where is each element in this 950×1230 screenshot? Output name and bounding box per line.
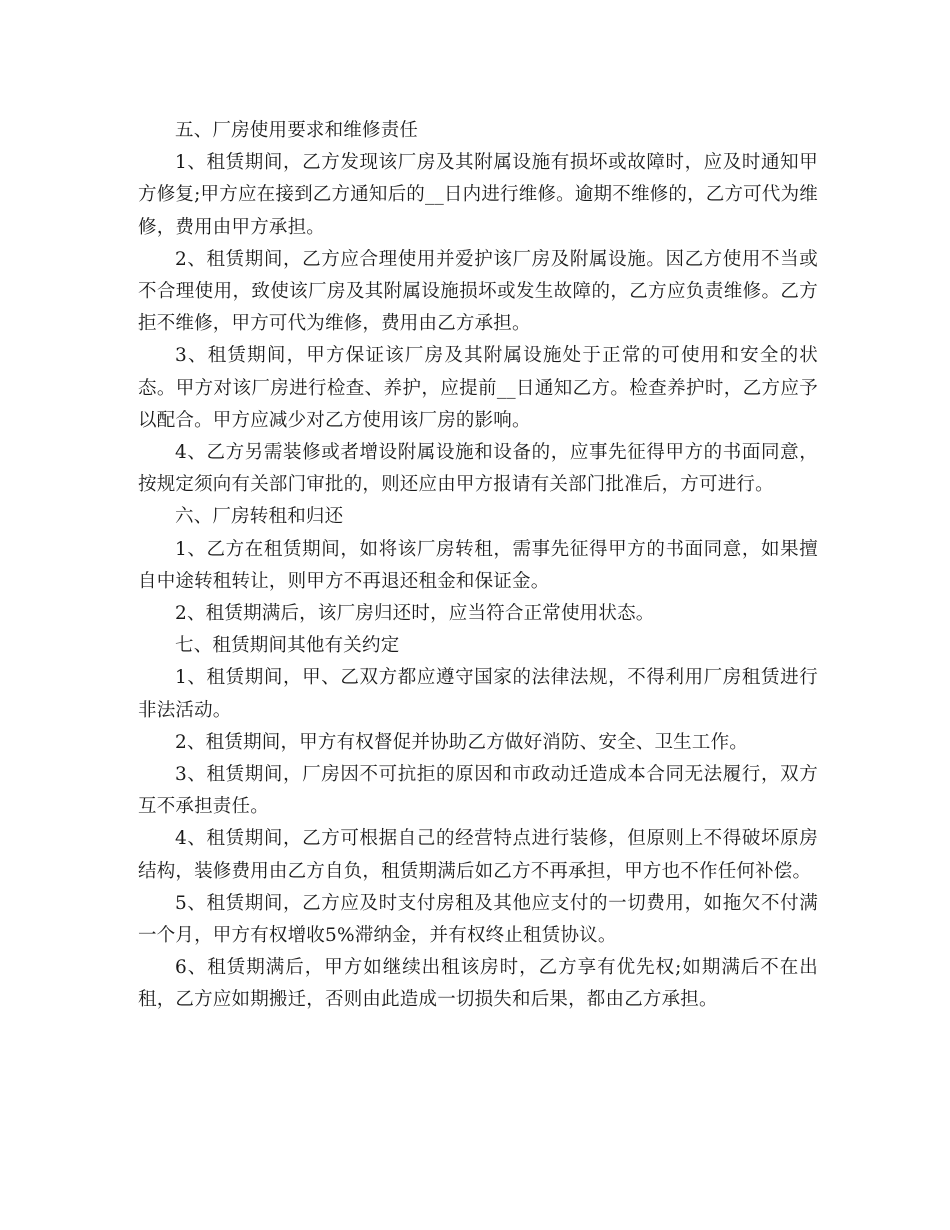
clause-7-5: 5、租赁期间，乙方应及时支付房租及其他应支付的一切费用，如拖欠不付满一个月，甲方有权增收5%滞纳金，并有权终止租赁协议。 bbox=[138, 892, 818, 947]
section-heading-6: 六、厂房转租和归还 bbox=[175, 506, 344, 528]
section-heading-7: 七、租赁期间其他有关约定 bbox=[175, 635, 400, 657]
clause-7-2: 2、租赁期间，甲方有权督促并协助乙方做好消防、安全、卫生工作。 bbox=[175, 731, 748, 753]
clause-7-6: 6、租赁期满后，甲方如继续出租该房时，乙方享有优先权;如期满后不在出租，乙方应如期搬迁，否则由此造成一切损失和后果，都由乙方承担。 bbox=[138, 957, 818, 1011]
document-body bbox=[138, 115, 818, 1017]
clause-5-1: 1、租赁期间，乙方发现该厂房及其附属设施有损坏或故障时，应及时通知甲方修复;甲方应在接到乙方通知后的__日内进行维修。逾期不维修的，乙方可代为维修，费用由甲方承担。 bbox=[138, 152, 818, 238]
clause-6-1: 1、乙方在租赁期间，如将该厂房转租，需事先征得甲方的书面同意，如果擅自中途转租转让，则甲方不再退还租金和保证金。 bbox=[138, 538, 818, 592]
section-heading-5: 五、厂房使用要求和维修责任 bbox=[175, 120, 419, 141]
clause-5-4: 4、乙方另需装修或者增设附属设施和设备的，应事先征得甲方的书面同意，按规定须向有关部门审批的，则还应由甲方报请有关部门批准后，方可进行。 bbox=[138, 442, 818, 496]
clause-7-4: 4、租赁期间，乙方可根据自己的经营特点进行装修，但原则上不得破坏原房结构，装修费用由乙方自负，租赁期满后如乙方不再承担，甲方也不作任何补偿。 bbox=[138, 828, 818, 882]
clause-7-3: 3、租赁期间，厂房因不可抗拒的原因和市政动迁造成本合同无法履行，双方互不承担责任。 bbox=[138, 764, 818, 818]
clause-5-3: 3、租赁期间，甲方保证该厂房及其附属设施处于正常的可使用和安全的状态。甲方对该厂房进行检查、养护，应提前__日通知乙方。检查养护时，乙方应予以配合。甲方应减少对乙方使用该厂房的影响。 bbox=[138, 345, 818, 431]
clause-6-2: 2、租赁期满后，该厂房归还时，应当符合正常使用状态。 bbox=[175, 603, 655, 625]
clause-5-2: 2、租赁期间，乙方应合理使用并爱护该厂房及附属设施。因乙方使用不当或不合理使用，致使该厂房及其附属设施损坏或发生故障的，乙方应负责维修。乙方拒不维修，甲方可代为维修，费用由乙方承担。 bbox=[138, 248, 818, 335]
clause-7-1: 1、租赁期间，甲、乙双方都应遵守国家的法律法规，不得利用厂房租赁进行非法活动。 bbox=[138, 667, 818, 721]
